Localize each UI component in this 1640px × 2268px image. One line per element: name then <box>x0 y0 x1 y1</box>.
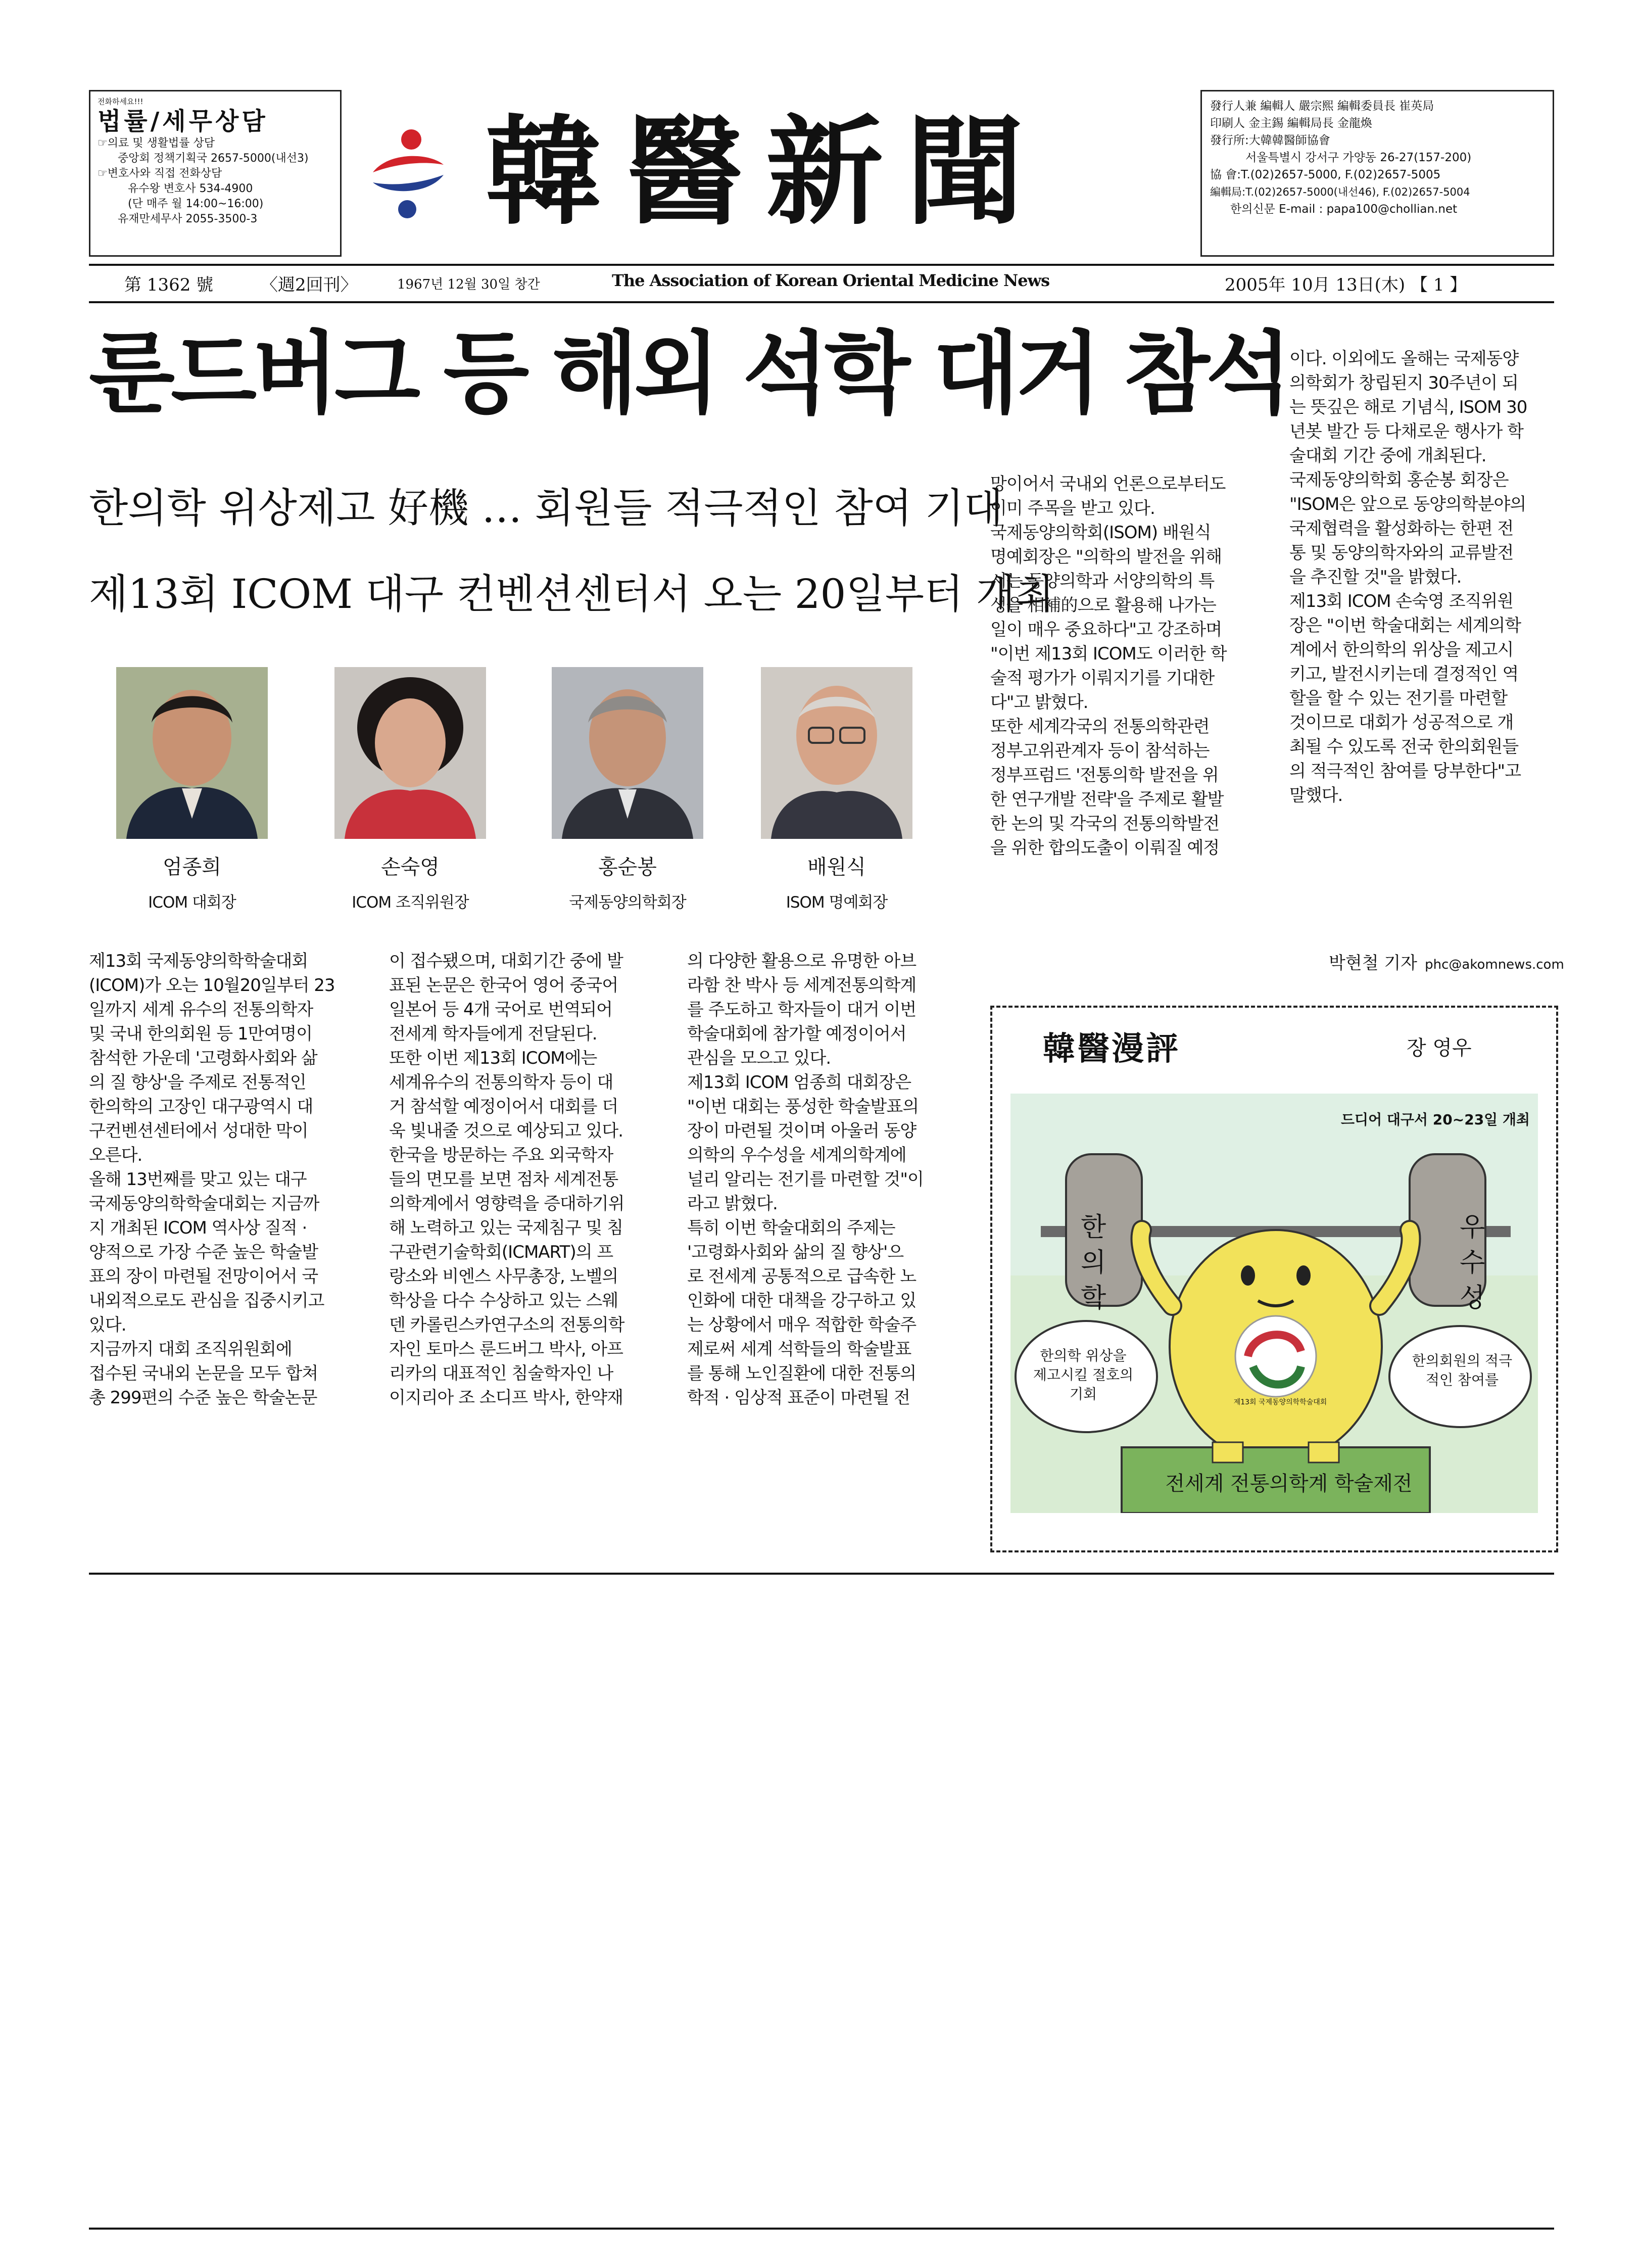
article-text-line: 이미 주목을 받고 있다. <box>990 498 1155 518</box>
subheadline: 제13회 ICOM 대구 컨벤션센터서 오는 20일부터 개최 <box>89 571 1054 618</box>
article-text-line: 제로써 세계 석학들의 학술발표 <box>687 1339 911 1359</box>
issue-info-bar <box>89 264 1554 303</box>
article-text-line: 한의학의 고장인 대구광역시 대 <box>89 1097 313 1117</box>
article-text-line: 계에서 한의학의 위상을 제고시 <box>1289 640 1514 660</box>
article-text-line: 을 추진할 것"을 밝혔다. <box>1289 567 1462 587</box>
cartoon-left-plate-text: 한의학 <box>1081 1212 1106 1313</box>
article-text-line: 의학회가 창립된지 30주년이 되 <box>1289 373 1518 393</box>
person-title: ICOM 대회장 <box>148 893 236 912</box>
article-text-line: 세계유수의 전통의학자 등이 대 <box>389 1072 613 1093</box>
article-text-line: 인화에 대한 대책을 강구하고 있 <box>687 1291 917 1311</box>
article-text-line: 널리 알리는 전기를 마련할 것"이 <box>687 1169 924 1190</box>
article-text-line: 국제동양의학학술대회는 지금까 <box>89 1194 319 1214</box>
article-column-2 <box>389 949 657 1410</box>
article-text-line: 구컨벤션센터에서 성대한 막이 <box>89 1121 308 1141</box>
article-text-line: 통 및 동양의학자와의 교류발전 <box>1289 543 1514 563</box>
article-text-line: 이 접수됐으며, 대회기간 중에 발 <box>389 951 623 971</box>
article-text-line: 자인 토마스 룬드버그 박사, 아프 <box>389 1339 623 1359</box>
article-text-line: 학상을 다수 수상하고 있는 스웨 <box>389 1291 618 1311</box>
article-text-line: 장이 마련될 것이며 아울러 동양 <box>687 1121 917 1141</box>
publisher-line: 發行人兼 編輯人 嚴宗熙 編輯委員長 崔英局 <box>1210 100 1434 113</box>
article-text-line: 년봇 발간 등 다채로운 행사가 학 <box>1289 421 1524 442</box>
article-text-line: 국제협력을 활성화하는 한편 전 <box>1289 518 1514 539</box>
main-headline: 룬드버그 등 해외 석학 대거 참석 <box>89 322 1288 426</box>
article-text-line: 학적 · 임상적 표준이 마련될 전 <box>687 1388 910 1408</box>
article-text-line: 내외적으로도 관심을 집중시키고 <box>89 1291 324 1311</box>
article-text-line: 리카의 대표적인 침술학자인 나 <box>389 1363 613 1384</box>
article-text-line: 올해 13번째를 맞고 있는 대구 <box>89 1169 307 1190</box>
article-text-line: 서는 동양의학과 서양의학의 특 <box>990 571 1215 591</box>
article-column-1 <box>89 949 357 1410</box>
article-text-line: 일이 매우 중요하다"고 강조하며 <box>990 620 1222 640</box>
article-text-line: 술적 평가가 이뤄지기를 기대한 <box>990 668 1215 688</box>
article-text-line: 참석한 가운데 '고령화사회와 삶 <box>89 1048 317 1068</box>
article-text-line: 덴 카롤린스카연구소의 전통의학 <box>389 1315 624 1335</box>
newspaper-masthead: 韓醫新聞 <box>485 103 1047 241</box>
subheadline: 한의학 위상제고 好機 … 회원들 적극적인 참여 기대 <box>89 485 1003 532</box>
publisher-line: 한의신문 E-mail : papa100@chollian.net <box>1230 203 1458 216</box>
article-column-3 <box>687 949 955 1410</box>
person-title: 국제동양의학회장 <box>569 893 686 912</box>
issue-number: 第 1362 號 <box>124 275 214 295</box>
article-text-line: 해 노력하고 있는 국제침구 및 침 <box>389 1218 623 1238</box>
person-name: 손숙영 <box>381 856 440 879</box>
article-text-line: 지금까지 대회 조직위원회에 <box>89 1339 292 1359</box>
article-text-line: 국제동양의학회(ISOM) 배원식 <box>990 523 1211 543</box>
article-text-line: 를 주도하고 학자들이 대거 이번 <box>687 1000 917 1020</box>
person-title: ISOM 명예회장 <box>786 893 888 912</box>
article-text-line: 구관련기술학회(ICMART)의 프 <box>389 1242 613 1262</box>
cartoon-artist: 장 영우 <box>1407 1036 1472 1060</box>
publisher-line: 協 會:T.(02)2657-5000, F.(02)2657-5005 <box>1210 168 1441 181</box>
article-text-line: 의 질 향상'을 주제로 전통적인 <box>89 1072 306 1093</box>
article-text-line: 의 적극적인 참여를 당부한다"고 <box>1289 761 1521 781</box>
article-text-line: 일까지 세계 유수의 전통의학자 <box>89 1000 313 1020</box>
article-text-line: "이번 대회는 풍성한 학술발표의 <box>687 1097 919 1117</box>
person-name: 엄종희 <box>163 856 221 879</box>
ad-call-text: 전화하세요!!! <box>98 97 143 106</box>
article-text-line: 한국을 방문하는 주요 외국학자 <box>389 1145 613 1165</box>
cartoon-right-bubble: 한의회원의 적극적인 참여를 <box>1412 1352 1513 1388</box>
article-text-line: '고령화사회와 삶의 질 향상'으 <box>687 1242 904 1262</box>
cartoon-banner: 드디어 대구서 20~23일 개최 <box>1341 1111 1530 1128</box>
article-text-line: 학술대회에 참가할 예정이어서 <box>687 1024 906 1044</box>
article-text-line: "ISOM은 앞으로 동양의학분야의 <box>1289 494 1526 514</box>
article-text-line: 정부고위관계자 등이 참석하는 <box>990 741 1210 761</box>
article-text-line: 국제동양의학회 홍순봉 회장은 <box>1289 470 1509 490</box>
article-text-line: 한 연구개발 전략'을 주제로 활발 <box>990 789 1224 810</box>
article-column-4 <box>990 472 1258 860</box>
person-name: 배원식 <box>807 856 866 879</box>
article-text-line: 것이므로 대회가 성공적으로 개 <box>1289 713 1514 733</box>
portrait-photo <box>552 667 703 839</box>
article-text-line: 의 다양한 활용으로 유명한 아브 <box>687 951 917 971</box>
article-text-line: 또한 세계각국의 전통의학관련 <box>990 717 1210 737</box>
article-text-line: 성을 相補的으로 활용해 나가는 <box>990 595 1216 616</box>
publisher-line: 印刷人 金主錫 編輯局長 金龍煥 <box>1210 117 1372 130</box>
article-text-line: 제13회 국제동양의학학술대회 <box>89 951 308 971</box>
issue-frequency: 〈週2回刊〉 <box>261 275 358 295</box>
article-text-line: 는 뜻깊은 해로 기념식, ISOM 30 <box>1289 397 1527 417</box>
article-text-line: 라함 찬 박사 등 세계전통의학계 <box>687 975 917 996</box>
article-text-line: "이번 제13회 ICOM도 이러한 학 <box>990 644 1227 664</box>
article-text-line: 는 상황에서 매우 적합한 학술주 <box>687 1315 917 1335</box>
article-text-line: 양적으로 가장 수준 높은 학술발 <box>89 1242 318 1262</box>
article-text-line: 랑소와 비엔스 사무총장, 노벨의 <box>389 1266 618 1287</box>
article-text-line: 욱 빛내줄 것으로 예상되고 있다. <box>389 1121 623 1141</box>
ad-title: 법률/세무상담 <box>98 107 268 135</box>
article-text-line: 들의 면모를 보면 점차 세계전통 <box>389 1169 618 1190</box>
cartoon-title: 韓醫漫評 <box>1043 1030 1180 1068</box>
article-text-line: 총 299편의 수준 높은 학술논문 <box>89 1388 317 1408</box>
article-text-line: 거 참석할 예정이어서 대회를 더 <box>389 1097 618 1117</box>
article-text-line: 관심을 모으고 있다. <box>687 1048 831 1068</box>
article-text-line: 또한 이번 제13회 ICOM에는 <box>389 1048 597 1068</box>
article-text-line: 이지리아 조 소디프 박사, 한약재 <box>389 1388 623 1408</box>
article-text-line: 있다. <box>89 1315 126 1335</box>
article-column-5 <box>1289 347 1557 808</box>
byline-name: 박현철 기자 <box>1329 953 1418 973</box>
article-text-line: 라고 밝혔다. <box>687 1194 778 1214</box>
ad-line: ☞변호사와 직접 전화상담 <box>98 167 222 180</box>
cartoon-right-plate-text: 우수성 <box>1460 1212 1485 1313</box>
page-bottom-rule <box>89 2228 1554 2230</box>
article-text-line: 특히 이번 학술대회의 주제는 <box>687 1218 895 1238</box>
article-text-line: 의학의 우수성을 세계의학계에 <box>687 1145 906 1165</box>
founded-date: 1967년 12월 30일 창간 <box>397 277 540 292</box>
portrait-photo <box>116 667 268 839</box>
article-text-line: 로 전세계 공통적으로 급속한 노 <box>687 1266 917 1287</box>
publisher-line: 發行所:大韓韓醫師協會 <box>1210 134 1330 147</box>
article-text-line: 명예회장은 "의학의 발전을 위해 <box>990 547 1222 567</box>
person-name: 홍순봉 <box>598 856 657 879</box>
ad-line: (단 매주 월 14:00~16:00) <box>128 198 264 210</box>
article-text-line: 일본어 등 4개 국어로 번역되어 <box>389 1000 612 1020</box>
article-text-line: 을 위한 합의도출이 이뤄질 예정 <box>990 838 1220 858</box>
cartoon-belly-text: 제13회 국제동양의학학술대회 <box>1233 1398 1327 1406</box>
editorial-cartoon <box>990 1006 1558 1552</box>
cartoon-left-bubble: 한의학 위상을 제고시킬 절호의 기회 <box>1033 1347 1134 1402</box>
article-text-line: 한 논의 및 각국의 전통의학발전 <box>990 814 1220 834</box>
english-title: The Association of Korean Oriental Medicine News <box>612 271 1050 290</box>
article-text-line: 제13회 ICOM 엄종희 대회장은 <box>687 1072 911 1093</box>
article-text-line: 망이어서 국내외 언론으로부터도 <box>990 474 1226 494</box>
byline-email: phc@akomnews.com <box>1425 957 1564 972</box>
publisher-line: 編輯局:T.(02)2657-5000(내선46), F.(02)2657-5004 <box>1210 186 1470 198</box>
association-logo-icon <box>368 124 449 220</box>
cartoon-base-text: 전세계 전통의학계 학술제전 <box>1165 1472 1413 1495</box>
article-text-line: 를 통해 노인질환에 대한 전통의 <box>687 1363 917 1384</box>
person-title: ICOM 조직위원장 <box>352 893 469 912</box>
ad-line: 유수왕 변호사 534-4900 <box>128 182 253 195</box>
portrait-photo <box>334 667 486 839</box>
article-text-line: 최될 수 있도록 전국 한의회원들 <box>1289 737 1519 757</box>
portrait-photo <box>761 667 912 839</box>
article-text-line: 이다. 이외에도 올해는 국제동양 <box>1289 349 1519 369</box>
ad-line: 중앙회 정책기획국 2657-5000(내선3) <box>118 152 309 165</box>
article-text-line: 표의 장이 마련될 전망이어서 국 <box>89 1266 318 1287</box>
article-text-line: 술대회 기간 중에 개최된다. <box>1289 446 1486 466</box>
section-divider <box>89 1573 1554 1575</box>
article-text-line: 정부프럼드 '전통의학 발전을 위 <box>990 765 1219 785</box>
publisher-line: 서울특별시 강서구 가양동 26-27(157-200) <box>1245 151 1472 164</box>
article-text-line: 오른다. <box>89 1145 142 1165</box>
article-text-line: 말했다. <box>1289 785 1343 806</box>
article-text-line: (ICOM)가 오는 10월20일부터 23 <box>89 975 335 996</box>
article-text-line: 다"고 밝혔다. <box>990 692 1088 713</box>
article-text-line: 제13회 ICOM 손숙영 조직위원 <box>1289 591 1514 611</box>
article-text-line: 및 국내 한의회원 등 1만여명이 <box>89 1024 312 1044</box>
ad-line: 유재만세무사 2055-3500-3 <box>118 213 258 225</box>
article-text-line: 의학계에서 영향력을 증대하기위 <box>389 1194 624 1214</box>
publisher-info-box <box>1200 90 1554 257</box>
article-text-line: 지 개최된 ICOM 역사상 질적 · <box>89 1218 307 1238</box>
issue-date: 2005年 10月 13日(木) 【 1 】 <box>1225 275 1467 295</box>
article-text-line: 장은 "이번 학술대회는 세계의학 <box>1289 616 1521 636</box>
article-text-line: 전세계 학자들에게 전달된다. <box>389 1024 597 1044</box>
article-text-line: 접수된 국내외 논문을 모두 합쳐 <box>89 1363 318 1384</box>
article-text-line: 키고, 발전시키는데 결정적인 역 <box>1289 664 1519 684</box>
byline <box>1329 949 1564 974</box>
article-text-line: 할을 할 수 있는 전기를 마련할 <box>1289 688 1508 708</box>
article-text-line: 표된 논문은 한국어 영어 중국어 <box>389 975 618 996</box>
ad-line: ☞의료 및 생활법률 상담 <box>98 137 215 150</box>
legal-tax-ad-box <box>89 90 342 257</box>
